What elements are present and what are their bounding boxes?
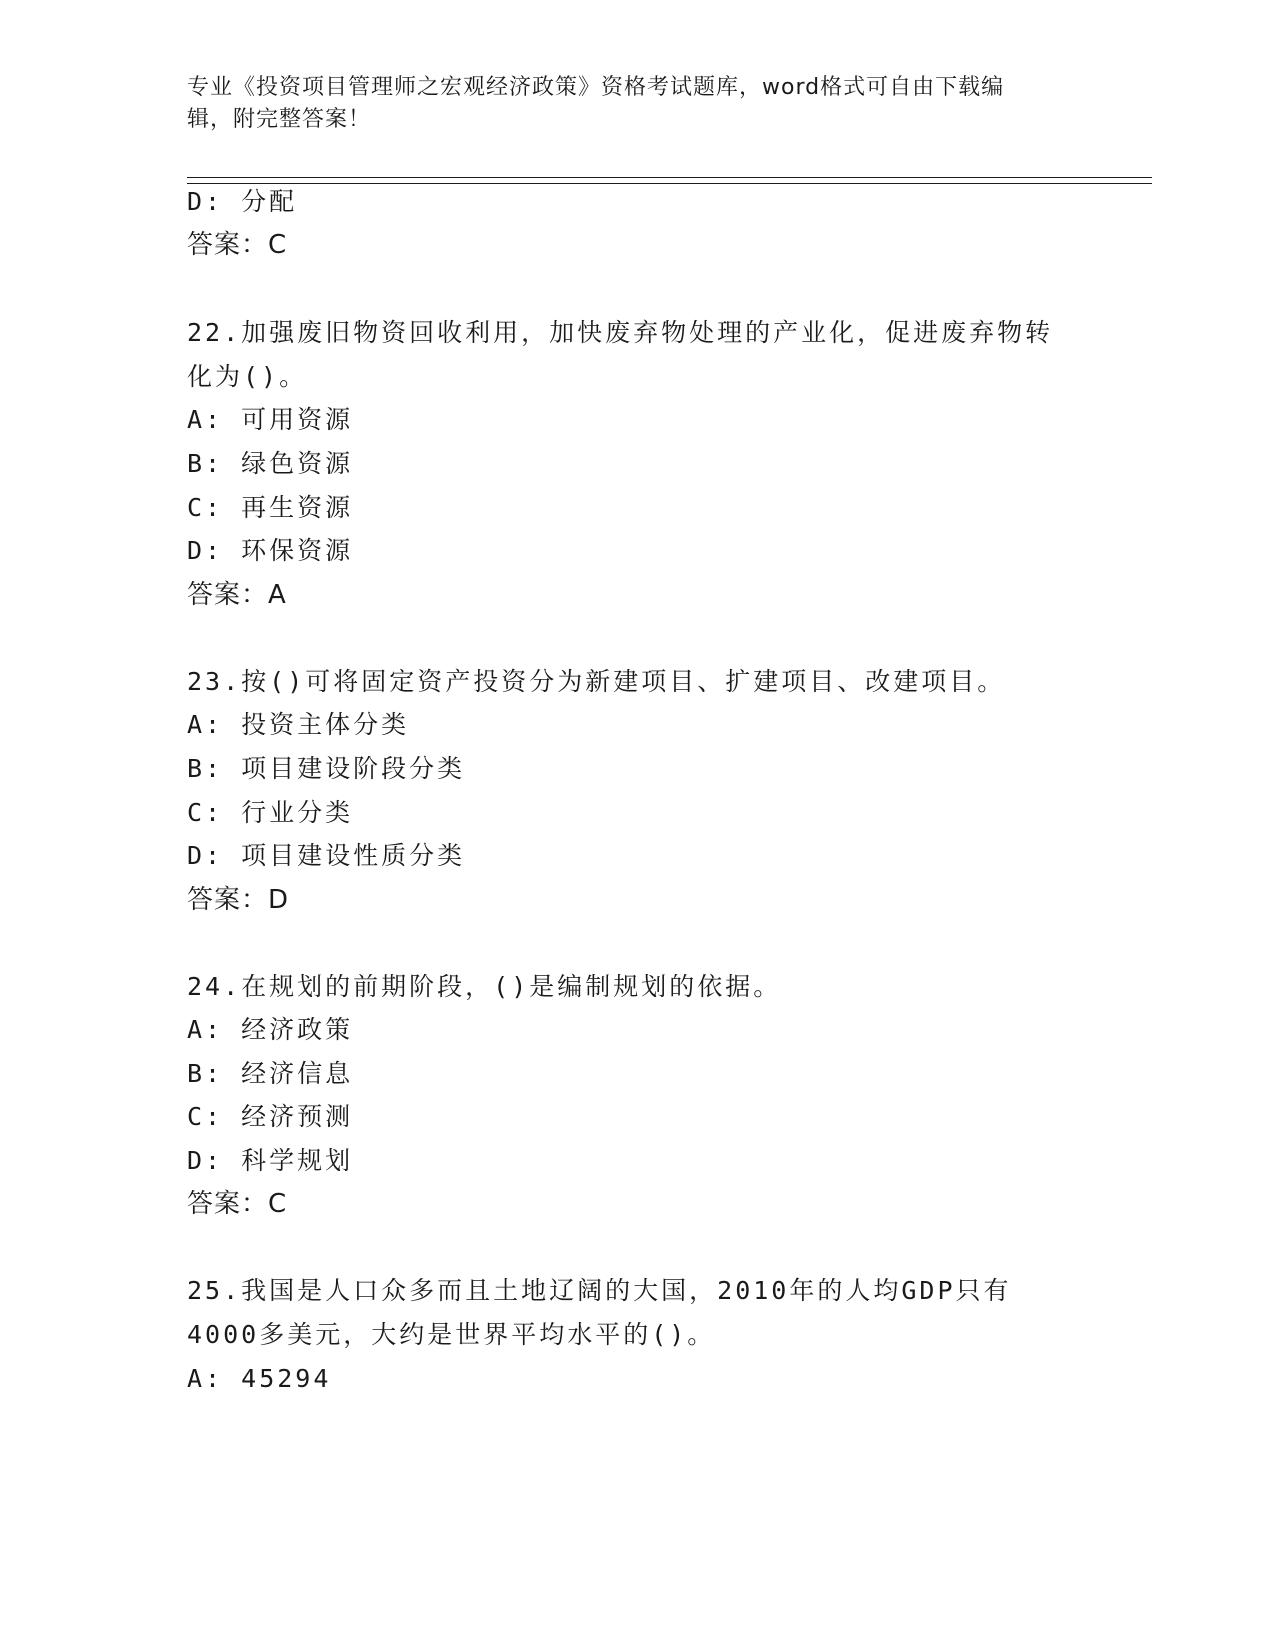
q24-answer: 答案：C [187, 1189, 288, 1219]
q22-option-c: C: 再生资源 [187, 493, 354, 522]
q22-option-a: A: 可用资源 [187, 405, 354, 434]
q22-option-d: D: 环保资源 [187, 536, 354, 565]
q22-stem-line-2: 化为()。 [187, 362, 308, 391]
header-line-2: 辑，附完整答案！ [187, 107, 372, 132]
q23-answer: 答案：D [187, 885, 290, 915]
q25-stem-line-1: 25.我国是人口众多而且土地辽阔的大国，2010年的人均GDP只有 [187, 1276, 1012, 1305]
header-divider-bottom [187, 183, 1152, 184]
q24-option-d: D: 科学规划 [187, 1146, 354, 1175]
q21-option-d: D: 分配 [187, 187, 298, 216]
document-header [187, 72, 1087, 136]
q25-option-a: A: 45294 [187, 1364, 332, 1393]
q23-option-d: D: 项目建设性质分类 [187, 841, 466, 870]
q22-stem-line-1: 22.加强废旧物资回收利用，加快废弃物处理的产业化，促进废弃物转 [187, 318, 1054, 347]
q23-option-c: C: 行业分类 [187, 798, 354, 827]
q23-stem: 23.按()可将固定资产投资分为新建项目、扩建项目、改建项目。 [187, 667, 1006, 696]
header-divider-top [187, 177, 1152, 178]
q24-stem: 24.在规划的前期阶段，()是编制规划的依据。 [187, 972, 782, 1001]
q23-option-a: A: 投资主体分类 [187, 710, 410, 739]
q22-option-b: B: 绿色资源 [187, 449, 354, 478]
q24-option-a: A: 经济政策 [187, 1015, 354, 1044]
q24-option-c: C: 经济预测 [187, 1102, 354, 1131]
q23-option-b: B: 项目建设阶段分类 [187, 754, 466, 783]
q24-option-b: B: 经济信息 [187, 1059, 354, 1088]
header-line-1: 专业《投资项目管理师之宏观经济政策》资格考试题库，word格式可自由下载编 [187, 75, 1005, 100]
q21-answer: 答案：C [187, 230, 288, 260]
q22-answer: 答案：A [187, 580, 287, 610]
q25-stem-line-2: 4000多美元，大约是世界平均水平的()。 [187, 1320, 716, 1349]
